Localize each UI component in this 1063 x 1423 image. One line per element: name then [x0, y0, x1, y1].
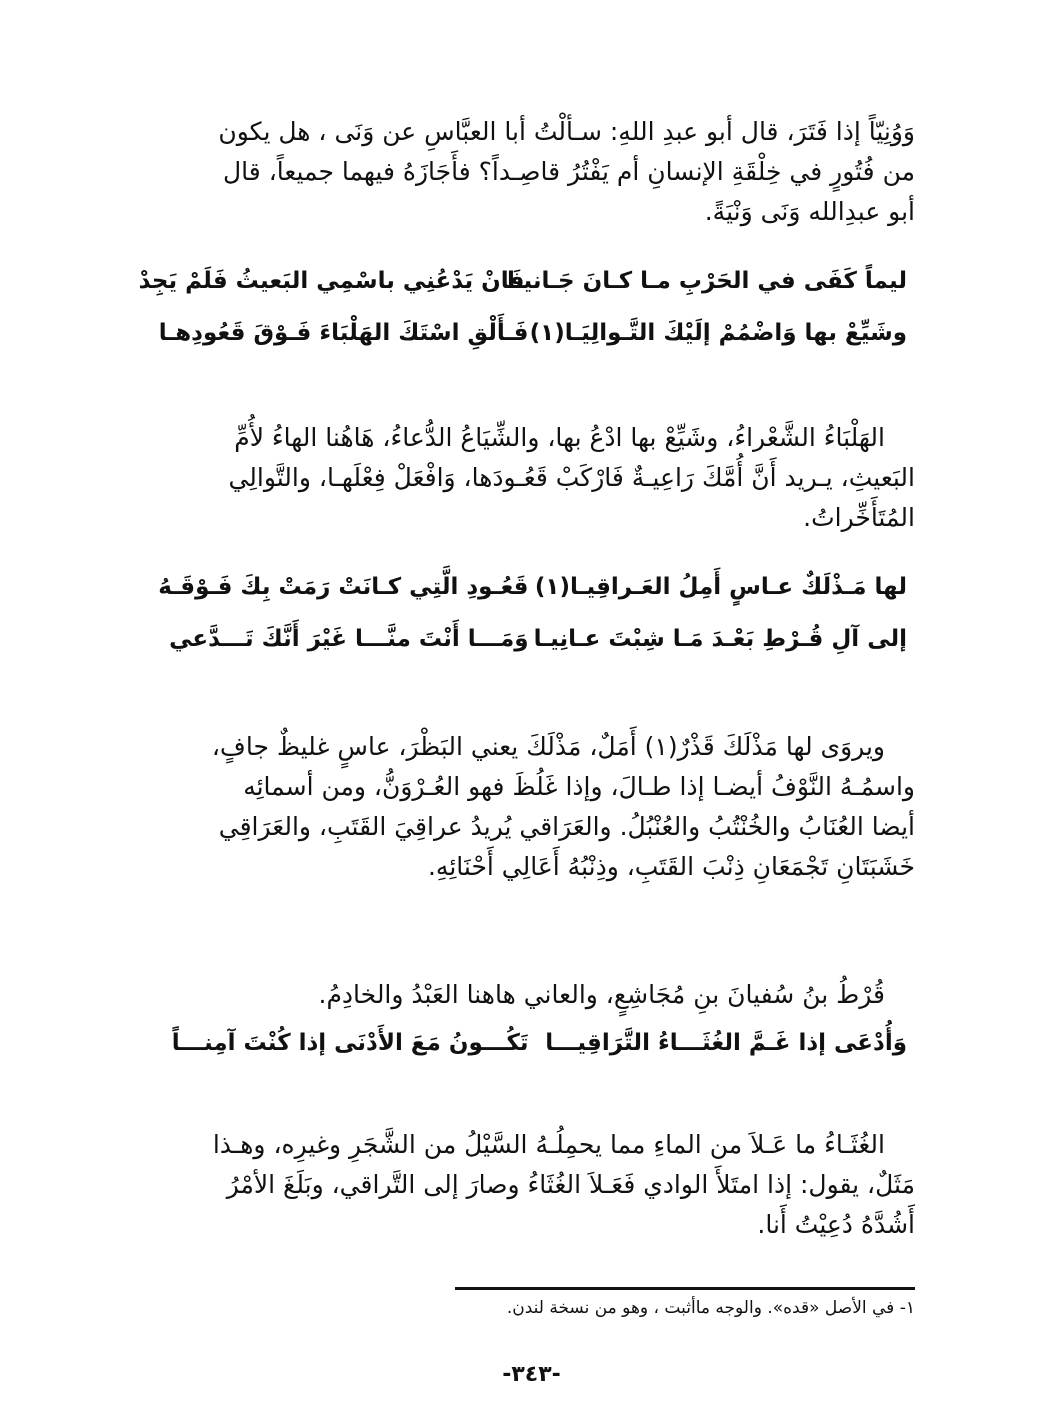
text-line: خَشَبَتَانِ تَجْمَعَانِ ذِنْبَ القَتَبِ، وذِنْبُهُ أَعَالِي أَحْنَائِهِ. [427, 852, 915, 881]
text-line: واسمُـهُ النَّوْفُ أيضـا إذا طـالَ، وإذا غَلُظَ فهو العُـرْوَنُّ، ومن أسمائِه [243, 772, 915, 801]
verse-second-hemistich: لها مَـذْلَكٌ عـاسٍ أَمِلُ العَـراقِيـا(١) [534, 574, 907, 600]
paragraph-2 [150, 418, 915, 538]
footnote-divider [455, 1287, 915, 1290]
text-line: أَشُدَّهُ دُعِيْتُ أَنا. [757, 1210, 915, 1239]
text-line: البَعيثِ، يـريد أَنَّ أُمَّكَ رَاعِيـةٌ فَارْكَبْ قَعُـودَها، وَافْعَلْ فِعْلَهـا، والتَّوالِي [228, 463, 915, 492]
verse-2 [150, 320, 915, 346]
verse-first-hemistich: وَمَـــا أَنْتَ منَّـــا غَيْرَ أَنَّكَ تَـــدَّعي [169, 626, 529, 652]
verse-1 [138, 268, 915, 294]
verse-second-hemistich: إلى آلِ قُـرْطِ بَعْـدَ مَـا شِبْتَ عـانِيـا [533, 626, 907, 652]
text-line: الهَلْبَاءُ الشَّعْراءُ، وشَيِّعْ بها ادْعُ بها، والشِّيَاعُ الدُّعاءُ، هَاهُنا الهاءُ لأُمِّ [234, 423, 885, 452]
footnote: ١- في الأصل «قده». والوجه ماأثبت ، وهو من نسخة لندن. [506, 1298, 915, 1318]
verse-first-hemistich: فَانْ يَدْعُنِي باسْمِي البَعيثُ فَلَمْ يَجِدْ [138, 268, 525, 294]
paragraph-5 [150, 1125, 915, 1245]
verse-first-hemistich: فَـأَلْقِ اسْتَكَ الهَلْبَاءَ فَـوْقَ قَعُودِهـا [158, 320, 529, 346]
verse-4 [150, 626, 915, 652]
text-line: ويروَى لها مَذْلَكَ قَذْرٌ(١) أَمَلٌ، مَذْلَكَ يعني البَظْرَ، عاسٍ غليظٌ جافٍ، [211, 732, 885, 761]
verse-3 [150, 574, 915, 600]
text-line: أبو عبدِالله وَنَى وَنْيَةً. [704, 197, 915, 226]
text-line: من فُتُورٍ في خِلْقَةِ الإنسانِ أم يَفْتُرُ قاصِـداً؟ فأَجَازَهُ فيهما جميعاً، قال [223, 157, 915, 186]
paragraph-3 [150, 727, 915, 887]
text-line: الغُثَـاءُ ما عَـلاَ من الماءِ مما يحمِلُـهُ السَّيْلُ من الشَّجَرِ وغيرِه، وهـذا [212, 1130, 885, 1159]
paragraph-4 [150, 975, 915, 1015]
text-line: أيضا العُنَابُ والخُنْتُبُ والعُنْبُلُ. والعَرَاقي يُريدُ عراقِيَ القَتَبِ، والعَرَاقِي [218, 812, 915, 841]
text-line: مَثَلٌ، يقول: إذا امتَلأَ الوادي فَعَـلاَ الغُثَاءُ وصارَ إلى التَّراقي، وبَلَغَ الأمْرُ [226, 1170, 915, 1199]
verse-5 [150, 1030, 915, 1056]
verse-second-hemistich: وَأُدْعَى إذا غَـمَّ الغُثَـــاءُ التَّرَاقِيـــا [545, 1030, 907, 1056]
text-line: قُرْطُ بنُ سُفيانَ بنِ مُجَاشِعٍ، والعاني هاهنا العَبْدُ والخادِمُ. [318, 980, 885, 1009]
text-line: المُتَأَخِّراتُ. [803, 503, 915, 532]
verse-second-hemistich: وشَيِّعْ بها وَاضْمُمْ إلَيْكَ التَّـوالِيَـا(١) [529, 320, 907, 346]
verse-first-hemistich: قَعُـودِ الَّتِي كـانَتْ رَمَتْ بِكَ فَـوْقَـهُ [158, 574, 529, 600]
text-line: وَوُنِيّاً إذا فَتَرَ، قال أبو عبدِ اللهِ: سـألْتُ أبا العبَّاسِ عن وَنَى ، هل يكون [218, 117, 915, 146]
page-number: -٣٤٣- [502, 1362, 561, 1387]
paragraph-1 [150, 112, 915, 232]
verse-first-hemistich: تَكُـــونُ مَعَ الأَدْنَى إذا كُنْتَ آمِنـــاً [171, 1030, 529, 1056]
verse-second-hemistich: ليماً كَفَى في الحَرْبِ مـا كـانَ جَـانيـا [506, 268, 907, 294]
